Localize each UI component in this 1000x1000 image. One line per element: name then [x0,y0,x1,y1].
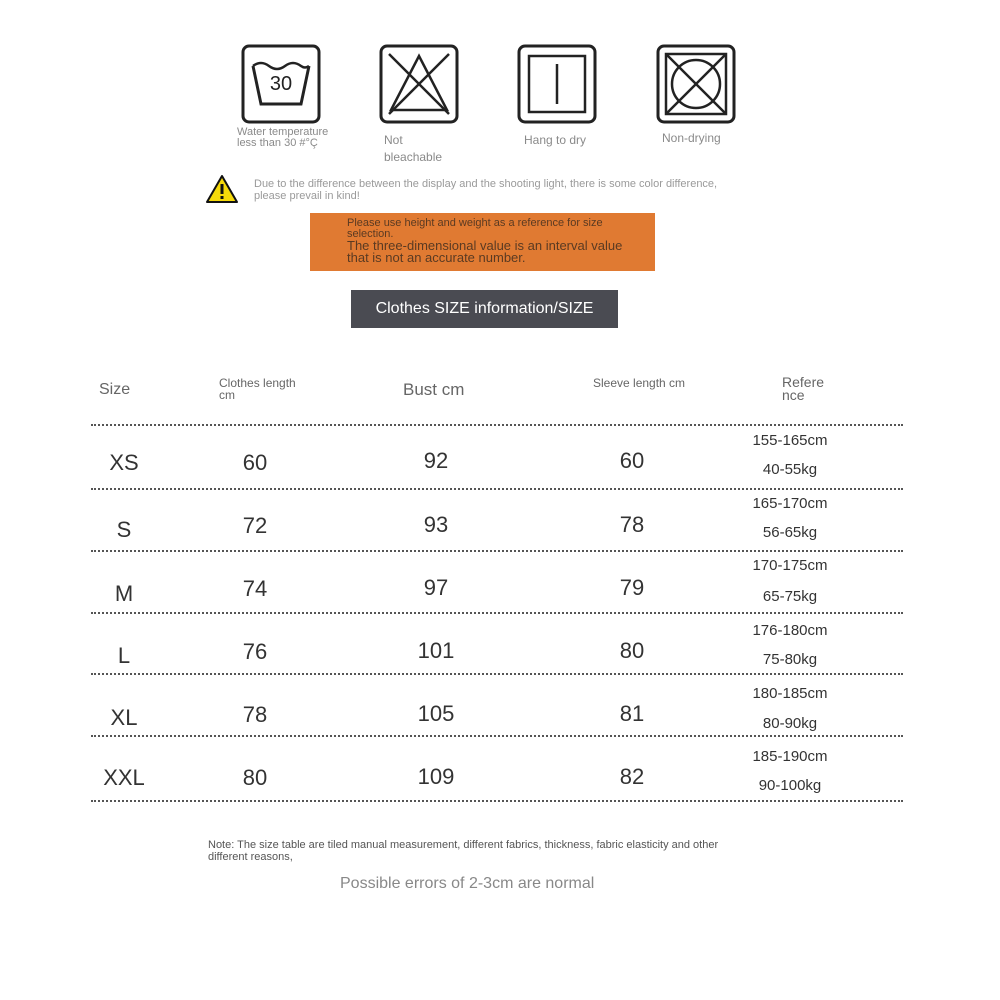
possible-errors-text: Possible errors of 2-3cm are normal [340,875,595,892]
table-divider [91,488,903,490]
bleach-label: Not bleachable [384,133,443,165]
table-divider [91,735,903,737]
header-sleeve-length: Sleeve length cm [593,376,686,390]
wash-30-icon [241,44,321,124]
length-cell: 76 [242,639,268,664]
table-divider [91,424,903,426]
size-cell: XL [110,705,138,730]
height-cell: 155-165cm [752,432,828,449]
size-cell: L [117,643,131,668]
size-reference-text: Please use height and weight as a reference for size selection. [347,217,603,240]
height-cell: 170-175cm [752,557,828,574]
size-cell: XXL [103,765,145,790]
bust-cell: 101 [417,638,455,663]
bust-cell: 109 [417,764,455,789]
bust-cell: 105 [417,701,455,726]
header-clothes-length: Clothes length cm [219,376,296,402]
length-cell: 78 [242,702,268,727]
warning-icon [205,174,239,204]
sleeve-cell: 82 [619,764,645,789]
weight-cell: 56-65kg [762,524,818,541]
sleeve-cell: 79 [619,575,645,600]
table-divider [91,800,903,802]
height-cell: 165-170cm [752,495,828,512]
bust-cell: 97 [423,575,449,600]
size-cell: M [114,581,134,606]
sleeve-cell: 60 [619,448,645,473]
section-title: Clothes SIZE information/SIZE [351,290,618,328]
header-bust: Bust cm [403,380,465,399]
header-size: Size [99,381,131,398]
length-cell: 72 [242,513,268,538]
weight-cell: 40-55kg [762,461,818,478]
weight-cell: 65-75kg [762,588,818,605]
size-cell: XS [109,450,139,475]
bust-cell: 93 [423,512,449,537]
length-cell: 74 [242,576,268,601]
weight-cell: 80-90kg [762,715,818,732]
length-cell: 60 [242,450,268,475]
bust-cell: 92 [423,448,449,473]
weight-cell: 90-100kg [758,777,822,794]
table-divider [91,612,903,614]
weight-cell: 75-80kg [762,651,818,668]
size-selection-notice [310,213,655,271]
wash-label: Water temperature less than 30 #°Ç [237,126,329,149]
length-cell: 80 [242,765,268,790]
interval-value-text: The three-dimensional value is an interval value that is not an accurate number. [347,238,623,266]
height-cell: 185-190cm [752,748,828,765]
height-cell: 176-180cm [752,622,828,639]
no-bleach-icon [379,44,459,124]
no-tumble-dry-icon [656,44,736,124]
size-cell: S [116,517,132,542]
hang-dry-label: Hang to dry [524,133,587,147]
table-divider [91,550,903,552]
table-divider [91,673,903,675]
height-cell: 180-185cm [752,685,828,702]
sleeve-cell: 80 [619,638,645,663]
color-difference-notice: Due to the difference between the display and the shooting light, there is some color difference, please prevail in kind! [254,178,718,202]
wash-temperature: 30 [269,73,293,95]
sleeve-cell: 78 [619,512,645,537]
hang-dry-icon [517,44,597,124]
sleeve-cell: 81 [619,701,645,726]
non-drying-label: Non-drying [662,131,721,145]
measurement-note: Note: The size table are tiled manual measurement, different fabrics, thickness, fabric elasticity and other different reasons, [208,839,719,863]
header-reference: Refere nce [782,374,825,403]
